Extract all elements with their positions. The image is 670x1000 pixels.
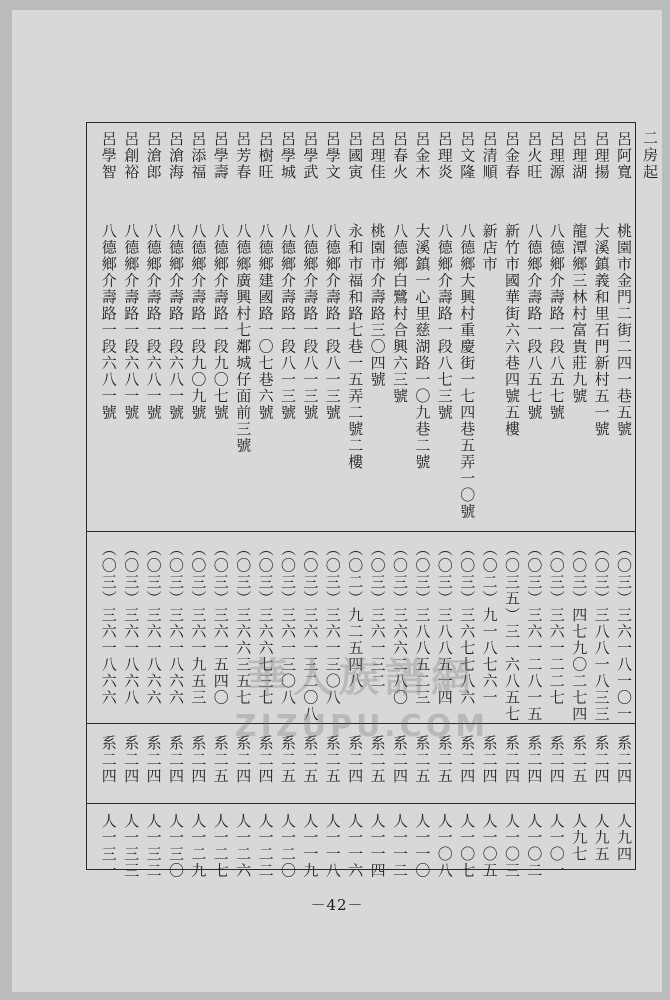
phone-code: （〇三）三六一三〇八 (279, 541, 297, 706)
address: 八德鄉建國路一〇七巷六號 (256, 223, 275, 421)
entry-column (120, 123, 141, 879)
generation: 系二四 (144, 735, 163, 785)
address: 八德鄉介壽路一段八五七號 (547, 223, 566, 421)
entry-column (143, 123, 164, 879)
person-number: 人一二九 (189, 813, 208, 879)
person-number: 人一一六 (346, 813, 365, 879)
entry-column (591, 123, 612, 869)
person-number: 人一〇三 (503, 813, 521, 879)
phone-code: （〇三）三八八一八三三 (592, 541, 611, 723)
generation: 系二四 (592, 735, 611, 785)
generation: 系二五 (413, 735, 432, 785)
generation: 系二五 (279, 735, 297, 785)
phone-code: （〇三）三六六三五七 (234, 541, 253, 706)
person-name: 呂理揚 (592, 131, 611, 181)
phone-code: （〇三）三六一九五三 (189, 541, 208, 706)
phone-code: （〇三）三六一八一〇一 (615, 541, 633, 723)
page-number: －42－ (310, 896, 364, 914)
address: 八德鄉介壽路一段六八一號 (144, 223, 163, 421)
address: 八德鄉介壽路一段八一三號 (301, 223, 320, 421)
person-name: 呂理佳 (368, 131, 387, 181)
generation: 系二四 (458, 735, 477, 785)
address: 八德鄉介壽路一段六八一號 (122, 223, 141, 421)
person-name: 呂金春 (503, 131, 521, 181)
person-name: 呂滄海 (167, 131, 185, 181)
person-name: 呂清順 (480, 131, 499, 181)
phone-code: （〇三）三六一三二〇八 (301, 541, 320, 723)
address: 桃園市介壽路三〇四號 (368, 223, 387, 388)
generation: 系二五 (211, 735, 230, 785)
generation: 系二四 (547, 735, 566, 785)
person-number: 人一三二 (144, 813, 163, 879)
person-number: 人一三〇 (167, 813, 185, 879)
person-name: 呂理湖 (570, 131, 589, 181)
person-number: 人一〇一 (547, 813, 566, 879)
person-number: 人一二〇 (279, 813, 297, 879)
person-name: 呂學城 (279, 131, 297, 181)
phone-code: （〇三）三六一二二七 (547, 541, 566, 706)
address: 八德鄉介壽路一段九〇七號 (211, 223, 230, 421)
person-number: 人一二七 (211, 813, 230, 879)
generation: 系二五 (570, 735, 589, 785)
generation: 系二四 (234, 735, 253, 785)
person-number: 人九七 (570, 813, 589, 863)
generation: 系二四 (256, 735, 275, 785)
person-name: 呂文隆 (458, 131, 477, 181)
watermark-line2: ZIZUPU.COM (234, 709, 490, 744)
generation: 系二四 (503, 735, 521, 785)
generation: 系二四 (346, 735, 365, 785)
phone-code: （〇二）九一八七六一 (480, 541, 499, 706)
address: 八德鄉介壽路一段六八一號 (99, 223, 118, 421)
phone-code: （〇三）三六六七三七 (256, 541, 275, 706)
person-name: 呂芳春 (234, 131, 253, 181)
address: 大溪鎮義和里石門新村五一號 (592, 223, 611, 438)
person-name: 呂學文 (323, 131, 342, 181)
generation: 系二四 (189, 735, 208, 785)
phone-code: （〇三）三六一五四〇 (211, 541, 230, 706)
generation: 系二四 (525, 735, 544, 785)
phone-code: （〇二）九二五四八 (346, 541, 365, 690)
person-number: 人一三三 (122, 813, 141, 879)
generation: 系二四 (480, 735, 499, 785)
phone-code: （〇三）三六一八六六 (144, 541, 163, 706)
generation: 系二四 (167, 735, 185, 785)
phone-code: （〇三）四七九〇二七四 (570, 541, 589, 723)
address: 八德鄉白鷺村合興六三號 (391, 223, 409, 405)
address: 新店市 (480, 223, 499, 273)
generation: 系二四 (122, 735, 141, 785)
address: 八德鄉介壽路一段八一三號 (279, 223, 297, 421)
person-number: 人一一八 (323, 813, 342, 879)
person-name: 呂滄郎 (144, 131, 163, 181)
address: 八德鄉介壽路一段九〇九號 (189, 223, 208, 421)
person-name: 呂金木 (413, 131, 432, 181)
phone-code: （〇三五）三一六八五七 (503, 541, 521, 723)
phone-code: （〇三）三六七七八六 (458, 541, 477, 706)
person-number: 人一〇二 (525, 813, 544, 879)
address: 八德鄉介壽路一段八一三號 (323, 223, 342, 421)
phone-code: （〇三）三六六二八〇 (391, 541, 409, 706)
phone-code: （〇三）三六一八六八 (122, 541, 141, 706)
address: 八德鄉介壽路一段六八一號 (167, 223, 185, 421)
generation: 系二五 (368, 735, 387, 785)
address: 八德鄉大興村重慶街一七四巷五弄一〇號 (458, 223, 477, 520)
person-number: 人一一九 (301, 813, 320, 879)
person-number: 人一一二 (391, 813, 409, 879)
phone-code: （〇三）三六一三〇八 (323, 541, 342, 706)
person-name: 呂學壽 (211, 131, 230, 181)
address: 新竹市國華街六六巷四號五樓 (503, 223, 521, 438)
phone-code: （〇三）三六一八六六 (167, 541, 185, 706)
page-sheet (12, 10, 662, 992)
person-number: 人九五 (592, 813, 611, 863)
watermark (162, 646, 562, 776)
generation: 系二四 (99, 735, 118, 785)
person-name: 呂火旺 (525, 131, 544, 181)
address: 八德鄉廣興村七鄰城仔面前三號 (234, 223, 253, 454)
entry-column (568, 123, 589, 869)
phone-code: （〇三）三六一八六六 (99, 541, 118, 706)
person-name: 呂學智 (99, 131, 118, 181)
person-name: 呂阿寬 (615, 131, 633, 181)
person-number: 人一〇七 (458, 813, 477, 879)
phone-code: （〇三）三八八五二三 (413, 541, 432, 706)
address: 永和市福和路七巷一五弄二號二樓 (346, 223, 365, 471)
person-name: 呂春火 (391, 131, 409, 181)
person-number: 人一一〇 (413, 813, 432, 879)
address: 八德鄉介壽路一段八五七號 (525, 223, 544, 421)
person-number: 人九四 (615, 813, 633, 863)
address: 大溪鎮一心里慈湖路一〇九巷二號 (413, 223, 432, 471)
phone-code: （〇三）三六一三二 (368, 541, 387, 690)
person-name: 呂學武 (301, 131, 320, 181)
address: 八德鄉介壽路一段八七三號 (435, 223, 454, 421)
entry-column (613, 123, 634, 869)
person-number: 人一〇八 (435, 813, 454, 879)
person-name: 呂理源 (547, 131, 566, 181)
generation: 系二五 (301, 735, 320, 785)
phone-code: （〇三）三八八五一四 (435, 541, 454, 706)
person-name: 呂樹旺 (256, 131, 275, 181)
person-number: 人一三一 (99, 813, 118, 879)
address: 龍潭鄉三林村富貴莊九號 (570, 223, 589, 405)
person-name: 呂國寅 (346, 131, 365, 181)
person-number: 人一〇五 (480, 813, 499, 879)
person-name: 呂理炎 (435, 131, 454, 181)
phone-code: （〇三）三六一二八一五 (525, 541, 544, 723)
generation: 系二四 (615, 735, 633, 785)
entry-column (98, 123, 119, 879)
person-number: 人一二六 (234, 813, 253, 879)
page-header: 二房起 (641, 130, 659, 181)
watermark-line1: 華人族譜網 (247, 655, 477, 701)
person-name: 呂添福 (189, 131, 208, 181)
generation: 系二四 (391, 735, 409, 785)
person-number: 人一一四 (368, 813, 387, 879)
generation: 系二五 (323, 735, 342, 785)
person-name: 呂創裕 (122, 131, 141, 181)
generation: 系二五 (435, 735, 454, 785)
person-number: 人一二二 (256, 813, 275, 879)
address: 桃園市金門二街二四一巷五號 (615, 223, 633, 438)
